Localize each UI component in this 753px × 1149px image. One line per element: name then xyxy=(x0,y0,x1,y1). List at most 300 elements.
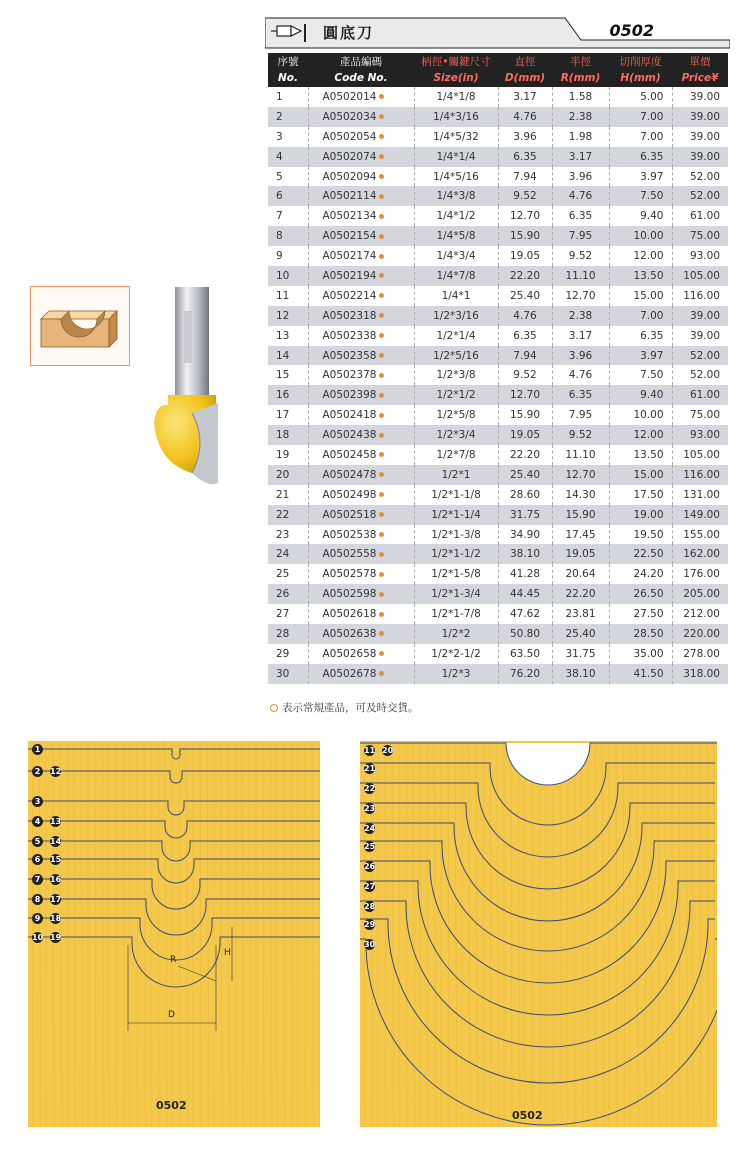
table-row xyxy=(268,246,728,266)
cell-r-text: 3.96 xyxy=(568,170,593,183)
cell-price-text: 39.00 xyxy=(689,130,720,143)
cell-r xyxy=(552,525,609,545)
size-number-badge: 25 xyxy=(364,842,376,851)
profile-line xyxy=(28,749,320,759)
cell-d xyxy=(498,286,552,306)
profile-line xyxy=(28,771,320,783)
cell-no-text: 22 xyxy=(276,508,290,521)
cell-r-text: 9.52 xyxy=(568,250,593,263)
cell-no xyxy=(268,206,308,226)
cell-r-text: 1.98 xyxy=(568,130,593,143)
cell-r-text: 19.05 xyxy=(565,548,596,561)
profile-line xyxy=(360,743,717,785)
cell-size-text: 1/2*3/8 xyxy=(436,369,476,382)
wood-grain-line xyxy=(413,741,415,1127)
in-stock-dot-icon xyxy=(379,552,384,557)
cell-h xyxy=(609,465,672,485)
cell-r-text: 38.10 xyxy=(565,667,596,680)
size-number-badge: 13 xyxy=(50,817,62,826)
cell-r-text: 6.35 xyxy=(568,210,593,223)
cell-no-text: 27 xyxy=(276,608,290,621)
in-stock-dot-icon xyxy=(379,94,384,99)
cell-h xyxy=(609,306,672,326)
cell-h-text: 10.00 xyxy=(633,409,664,422)
wood-grain-line xyxy=(116,741,117,1127)
cell-size xyxy=(414,664,498,684)
profile-line xyxy=(360,939,717,1125)
cell-no-text: 4 xyxy=(276,150,283,163)
cell-size-text: 1/2*3/16 xyxy=(433,309,479,322)
cell-no-text: 26 xyxy=(276,588,290,601)
cell-code-text: A0502538 xyxy=(322,528,377,541)
in-stock-dot-icon xyxy=(379,373,384,378)
cell-d xyxy=(498,624,552,644)
cell-code-text: A0502578 xyxy=(322,568,377,581)
cell-size xyxy=(414,644,498,664)
cell-size-text: 1/2*1/2 xyxy=(436,389,476,402)
table-row xyxy=(268,584,728,604)
cell-d-text: 19.05 xyxy=(509,250,541,263)
cell-code-text: A0502398 xyxy=(322,389,377,402)
col-header-r-cn: 半徑 xyxy=(552,53,609,69)
cell-code xyxy=(308,127,414,147)
cell-h xyxy=(609,584,672,604)
cell-price-text: 105.00 xyxy=(683,448,720,461)
cell-no xyxy=(268,107,308,127)
cell-no-text: 25 xyxy=(276,568,290,581)
cell-d-text: 9.52 xyxy=(513,190,537,203)
cell-d-text: 19.05 xyxy=(509,429,541,442)
cell-no-text: 16 xyxy=(276,389,290,402)
wood-grain-line xyxy=(574,741,575,1127)
cell-code xyxy=(308,564,414,584)
cell-r-text: 1.58 xyxy=(568,90,593,103)
col-header-h-cn: 切削厚度 xyxy=(609,53,672,69)
cell-d-text: 31.75 xyxy=(509,508,541,521)
cell-d-text: 44.45 xyxy=(509,588,541,601)
cell-no-text: 14 xyxy=(276,349,290,362)
cell-size-text: 1/2*1-1/4 xyxy=(431,508,481,521)
cell-price-text: 93.00 xyxy=(689,250,720,263)
col-header-r-en: R(mm) xyxy=(552,69,609,87)
cell-code-text: A0502418 xyxy=(322,409,377,422)
cell-no-text: 1 xyxy=(276,90,283,103)
cell-h-text: 41.50 xyxy=(633,667,664,680)
cell-price-text: 155.00 xyxy=(683,528,720,541)
cell-h-text: 13.50 xyxy=(633,448,664,461)
cell-r xyxy=(552,425,609,445)
cell-size xyxy=(414,286,498,306)
cell-size xyxy=(414,505,498,525)
cell-price-text: 131.00 xyxy=(683,488,720,501)
cell-no xyxy=(268,167,308,187)
col-header-code-cn: 產品編碼 xyxy=(308,53,414,69)
in-stock-dot-icon xyxy=(379,214,384,219)
wood-grain-line xyxy=(207,741,209,1127)
cell-no xyxy=(268,664,308,684)
dim-label-r: R xyxy=(170,955,177,965)
panel-code-label: 0502 xyxy=(156,1099,187,1112)
cell-no xyxy=(268,127,308,147)
wood-grain-line xyxy=(497,741,499,1127)
cell-price-text: 105.00 xyxy=(683,269,720,282)
wood-grain-line xyxy=(406,741,407,1127)
cell-h xyxy=(609,286,672,306)
cell-size-text: 1/4*7/8 xyxy=(436,269,476,282)
size-number-badge: 4 xyxy=(32,816,43,827)
cell-size xyxy=(414,604,498,624)
table-row xyxy=(268,624,728,644)
cell-price-text: 52.00 xyxy=(689,170,720,183)
cell-r xyxy=(552,246,609,266)
cell-d xyxy=(498,445,552,465)
table-row xyxy=(268,445,728,465)
cell-price-text: 149.00 xyxy=(683,508,720,521)
cell-no-text: 9 xyxy=(276,250,283,263)
cell-code xyxy=(308,505,414,525)
cell-r-text: 17.45 xyxy=(565,528,596,541)
profile-chart-large xyxy=(360,741,717,1127)
cell-code xyxy=(308,206,414,226)
cell-price-text: 93.00 xyxy=(689,429,720,442)
cell-code-text: A0502458 xyxy=(322,448,377,461)
in-stock-dot-icon xyxy=(379,492,384,497)
table-row xyxy=(268,107,728,127)
cell-price xyxy=(672,246,728,266)
cell-h-text: 6.35 xyxy=(640,150,664,163)
cell-size-text: 1/2*3 xyxy=(441,667,471,680)
wood-grain-line xyxy=(312,741,314,1127)
cell-h-text: 7.00 xyxy=(640,110,664,123)
cell-d xyxy=(498,584,552,604)
cell-h-text: 27.50 xyxy=(633,608,664,621)
cell-h xyxy=(609,505,672,525)
in-stock-dot-icon xyxy=(379,612,384,617)
profile-line xyxy=(28,899,320,935)
cell-r xyxy=(552,107,609,127)
cell-price xyxy=(672,226,728,246)
cell-d xyxy=(498,544,552,564)
cell-r-text: 4.76 xyxy=(568,369,593,382)
in-stock-dot-icon xyxy=(379,592,384,597)
cell-price-text: 205.00 xyxy=(683,588,720,601)
cell-h-text: 15.00 xyxy=(633,289,664,302)
cell-d-text: 28.60 xyxy=(509,488,541,501)
in-stock-dot-icon xyxy=(379,532,384,537)
wood-grain-line xyxy=(637,741,638,1127)
cell-no xyxy=(268,266,308,286)
cell-size-text: 1/4*3/8 xyxy=(436,190,476,203)
wood-grain-line xyxy=(434,741,436,1127)
size-number-badge: 19 xyxy=(50,933,62,942)
cell-r-text: 7.95 xyxy=(568,230,593,243)
cell-h xyxy=(609,226,672,246)
cell-d xyxy=(498,525,552,545)
cell-size xyxy=(414,186,498,206)
cell-no-text: 15 xyxy=(276,369,290,382)
cell-price xyxy=(672,306,728,326)
cell-no-text: 29 xyxy=(276,647,290,660)
cell-price-text: 39.00 xyxy=(689,90,720,103)
cell-no-text: 6 xyxy=(276,190,283,203)
cell-r xyxy=(552,346,609,366)
cell-no-text: 2 xyxy=(276,110,283,123)
cell-r xyxy=(552,485,609,505)
profile-line xyxy=(28,801,320,815)
spec-table xyxy=(268,53,728,684)
cell-price xyxy=(672,505,728,525)
cell-no-text: 28 xyxy=(276,627,290,640)
wood-grain-line xyxy=(511,741,512,1127)
cell-h-text: 7.00 xyxy=(640,309,664,322)
cell-code-text: A0502658 xyxy=(322,647,377,660)
col-header-size-cn: 柄徑•關鍵尺寸 xyxy=(414,53,498,69)
in-stock-dot-icon xyxy=(379,154,384,159)
in-stock-dot-icon xyxy=(379,273,384,278)
cell-no-text: 13 xyxy=(276,329,290,342)
cell-size xyxy=(414,564,498,584)
cell-d-text: 7.94 xyxy=(513,349,537,362)
cell-price xyxy=(672,624,728,644)
cell-no xyxy=(268,485,308,505)
cell-no xyxy=(268,604,308,624)
cell-no-text: 17 xyxy=(276,409,290,422)
cell-size-text: 1/4*3/4 xyxy=(436,250,476,263)
cell-price-text: 75.00 xyxy=(689,230,720,243)
cell-h xyxy=(609,266,672,286)
wood-grain-line xyxy=(228,741,230,1127)
in-stock-dot-icon xyxy=(379,293,384,298)
size-number-badge: 26 xyxy=(364,862,376,871)
cell-price xyxy=(672,286,728,306)
cell-no-text: 11 xyxy=(276,289,290,302)
cell-code-text: A0502678 xyxy=(322,667,377,680)
cell-size-text: 1/2*1-3/4 xyxy=(431,588,481,601)
cell-price xyxy=(672,544,728,564)
cell-h-text: 24.20 xyxy=(633,568,664,581)
cell-h-text: 12.00 xyxy=(633,250,664,263)
cell-size-text: 1/4*1 xyxy=(441,289,471,302)
size-number-badge: 5 xyxy=(32,836,43,847)
in-stock-dot-icon xyxy=(270,704,278,712)
table-row xyxy=(268,604,728,624)
cell-d xyxy=(498,246,552,266)
table-row xyxy=(268,365,728,385)
cell-d xyxy=(498,505,552,525)
cell-size-text: 1/2*1/4 xyxy=(436,329,476,342)
cell-code-text: A0502154 xyxy=(322,230,377,243)
cell-no-text: 5 xyxy=(276,170,283,183)
cell-no xyxy=(268,405,308,425)
table-row xyxy=(268,505,728,525)
cell-size xyxy=(414,226,498,246)
cell-no xyxy=(268,584,308,604)
cell-size-text: 1/2*1-1/2 xyxy=(431,548,481,561)
cell-code-text: A0502174 xyxy=(322,250,377,263)
cell-price xyxy=(672,266,728,286)
cell-code-text: A0502194 xyxy=(322,269,377,282)
cell-code xyxy=(308,664,414,684)
cell-no xyxy=(268,226,308,246)
cell-d-text: 22.20 xyxy=(509,269,541,282)
cell-code-text: A0502378 xyxy=(322,369,377,382)
cell-h-text: 7.00 xyxy=(640,130,664,143)
cell-code xyxy=(308,525,414,545)
cell-r xyxy=(552,564,609,584)
cell-d xyxy=(498,644,552,664)
wood-grain-line xyxy=(469,741,470,1127)
cell-code xyxy=(308,385,414,405)
cell-no xyxy=(268,544,308,564)
cell-size xyxy=(414,87,498,107)
cell-price-text: 39.00 xyxy=(689,309,720,322)
cell-price-text: 116.00 xyxy=(683,468,720,481)
wood-grain-line xyxy=(284,741,285,1127)
cell-code xyxy=(308,326,414,346)
cell-r xyxy=(552,147,609,167)
cell-size xyxy=(414,425,498,445)
wood-grain-line xyxy=(476,741,478,1127)
col-header-h-en: H(mm) xyxy=(609,69,672,87)
cell-size xyxy=(414,127,498,147)
cell-price xyxy=(672,147,728,167)
cell-code-text: A0502638 xyxy=(322,627,377,640)
cell-size xyxy=(414,167,498,187)
cell-size-text: 1/4*5/8 xyxy=(436,230,476,243)
cell-d xyxy=(498,326,552,346)
cell-h xyxy=(609,485,672,505)
size-number-badge: 7 xyxy=(32,874,43,885)
cell-r xyxy=(552,584,609,604)
cell-code-text: A0502338 xyxy=(322,329,377,342)
cell-d xyxy=(498,206,552,226)
cell-size-text: 1/2*1-5/8 xyxy=(431,568,481,581)
cell-r xyxy=(552,326,609,346)
cell-h-text: 5.00 xyxy=(640,90,664,103)
size-number-badge: 24 xyxy=(364,824,376,833)
wood-grain-line xyxy=(658,741,659,1127)
cell-d-text: 12.70 xyxy=(509,210,541,223)
cell-h-text: 3.97 xyxy=(640,170,664,183)
cell-r-text: 14.30 xyxy=(565,488,596,501)
cell-h-text: 7.50 xyxy=(640,190,664,203)
cell-r xyxy=(552,226,609,246)
cell-d xyxy=(498,266,552,286)
cell-size xyxy=(414,107,498,127)
cell-r xyxy=(552,266,609,286)
cell-code-text: A0502214 xyxy=(322,289,377,302)
cell-price xyxy=(672,425,728,445)
profile-chart-small xyxy=(28,741,320,1127)
wood-grain-line xyxy=(102,741,104,1127)
cell-h-text: 15.00 xyxy=(633,468,664,481)
cell-d-text: 4.76 xyxy=(513,309,537,322)
table-row xyxy=(268,465,728,485)
size-number-badge: 18 xyxy=(50,914,62,923)
size-number-badge: 8 xyxy=(32,894,43,905)
col-header-no-cn: 序號 xyxy=(268,53,308,69)
cell-no-text: 8 xyxy=(276,230,283,243)
in-stock-dot-icon xyxy=(379,194,384,199)
category-title: 圓底刀 xyxy=(323,24,375,42)
cell-r-text: 3.17 xyxy=(568,150,593,163)
cell-h xyxy=(609,604,672,624)
cell-price-text: 52.00 xyxy=(689,369,720,382)
cell-no xyxy=(268,147,308,167)
table-row xyxy=(268,266,728,286)
cell-d xyxy=(498,405,552,425)
cell-r-text: 7.95 xyxy=(568,409,593,422)
cell-price-text: 75.00 xyxy=(689,409,720,422)
cell-r-text: 25.40 xyxy=(565,627,596,640)
cell-code xyxy=(308,544,414,564)
cell-code-text: A0502598 xyxy=(322,588,377,601)
cell-price-text: 39.00 xyxy=(689,150,720,163)
cell-code-text: A0502478 xyxy=(322,468,377,481)
cell-no-text: 12 xyxy=(276,309,290,322)
wood-grain-line xyxy=(137,741,138,1127)
cell-r-text: 11.10 xyxy=(565,448,596,461)
cell-code xyxy=(308,445,414,465)
cell-code xyxy=(308,306,414,326)
wood-grain-line xyxy=(560,741,562,1127)
wood-grain-line xyxy=(95,741,96,1127)
cell-d-text: 6.35 xyxy=(513,150,537,163)
cell-code-text: A0502498 xyxy=(322,488,377,501)
cell-no xyxy=(268,346,308,366)
cell-no xyxy=(268,525,308,545)
table-row xyxy=(268,525,728,545)
in-stock-dot-icon xyxy=(379,631,384,636)
cell-h-text: 9.40 xyxy=(640,389,664,402)
table-row xyxy=(268,306,728,326)
stock-note-text: 表示常規產品，可及時交貨。 xyxy=(282,702,419,714)
in-stock-dot-icon xyxy=(379,234,384,239)
cell-h xyxy=(609,346,672,366)
cell-h-text: 35.00 xyxy=(633,647,664,660)
cell-price xyxy=(672,167,728,187)
cell-no xyxy=(268,286,308,306)
size-number-badge: 14 xyxy=(50,837,62,846)
cell-price-text: 176.00 xyxy=(683,568,720,581)
cell-no xyxy=(268,564,308,584)
cell-r xyxy=(552,87,609,107)
cell-size-text: 1/2*5/16 xyxy=(433,349,479,362)
cell-r xyxy=(552,445,609,465)
wood-grain-line xyxy=(186,741,188,1127)
wood-grain-line xyxy=(270,741,272,1127)
size-number-badge: 3 xyxy=(32,796,43,807)
size-number-badge: 27 xyxy=(364,882,376,891)
cell-r-text: 3.96 xyxy=(568,349,593,362)
table-row xyxy=(268,644,728,664)
cell-h-text: 19.00 xyxy=(633,508,664,521)
in-stock-dot-icon xyxy=(379,313,384,318)
cell-d xyxy=(498,127,552,147)
in-stock-dot-icon xyxy=(379,472,384,477)
cell-d-text: 15.90 xyxy=(509,409,541,422)
cell-r-text: 12.70 xyxy=(565,468,596,481)
size-number-badge: 16 xyxy=(50,875,62,884)
cell-d-text: 34.90 xyxy=(509,528,541,541)
cell-price-text: 318.00 xyxy=(683,667,720,680)
cell-price xyxy=(672,564,728,584)
col-header-d-cn: 直徑 xyxy=(498,53,552,69)
wood-grain-line xyxy=(455,741,457,1127)
wood-grain-line xyxy=(221,741,222,1127)
cell-price xyxy=(672,385,728,405)
wood-grain-line xyxy=(242,741,243,1127)
